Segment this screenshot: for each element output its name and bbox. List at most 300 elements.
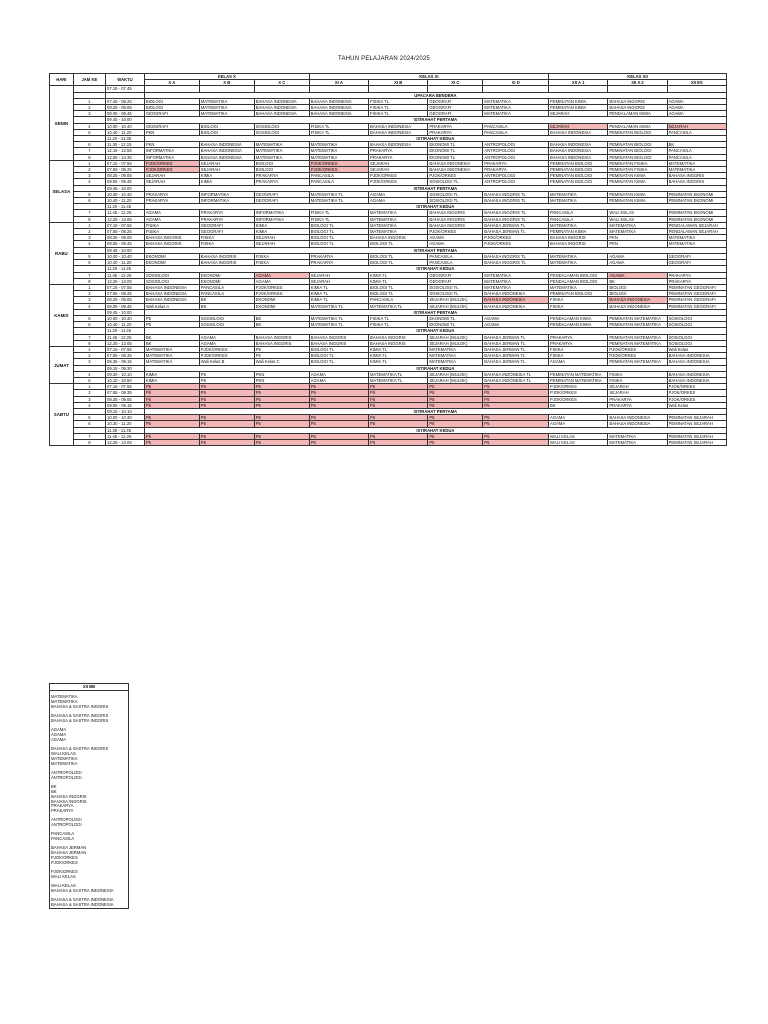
- subject-cell: ANTROPOLOGI: [483, 173, 549, 179]
- subject-cell: FISIKA: [254, 260, 309, 266]
- subject-cell: MATEMATIKA: [428, 359, 483, 365]
- subject-cell: SOSIOLOGI: [144, 272, 199, 278]
- subject-cell: PEMINATAN FISIKA: [608, 167, 667, 173]
- subject-cell: ANTROPOLOGI: [483, 179, 549, 185]
- subject-cell: KIMIA TL: [309, 284, 368, 290]
- subject-cell: FISIKA TL: [369, 98, 428, 104]
- subject-cell: BIOLOGI TL: [309, 229, 368, 235]
- subject-cell: MATEMATIKA: [483, 278, 549, 284]
- waktu-cell: 10.00 - 10.40: [106, 253, 145, 259]
- subject-cell: P5: [428, 384, 483, 390]
- subject-cell: GEOGRAFI: [428, 105, 483, 111]
- jam-cell: 2: [73, 229, 105, 235]
- subject-cell: FISIKA: [199, 235, 254, 241]
- jam-cell: 4: [73, 402, 105, 408]
- subject-cell: P5: [254, 390, 309, 396]
- list-item: MATEMATIKA: [50, 762, 129, 767]
- subject-cell: BAHASA INDONESIA: [483, 291, 549, 297]
- subject-cell: BAHASA INDONESIA: [369, 142, 428, 148]
- subject-cell: EKONOMI TL: [428, 148, 483, 154]
- subject-cell: BAHASA INGGRIS TL: [483, 198, 549, 204]
- subject-cell: BAHASA INGGRIS: [428, 216, 483, 222]
- subject-cell: ANTROPOLOGI: [483, 142, 549, 148]
- subject-cell: MATEMATIKA: [144, 346, 199, 352]
- subject-cell: PEMINATAN BIOLOGI: [549, 179, 608, 185]
- jam-cell: 7: [73, 210, 105, 216]
- subject-cell: GEOGRAFI: [254, 198, 309, 204]
- subject-cell: P5: [483, 421, 549, 427]
- subject-cell: PEMINATAN BIOLOGI: [549, 160, 608, 166]
- page-title: TAHUN PELAJARAN 2024/2025: [338, 56, 430, 62]
- subject-cell: MATEMATIKA: [254, 148, 309, 154]
- schedule-row: [50, 334, 727, 340]
- subject-cell: MATEMATIKA: [549, 253, 608, 259]
- list-item: BAHASA & SASTRA INGGRIS: [50, 705, 129, 710]
- subject-cell: PENDALAMAN KIMIA: [549, 315, 608, 321]
- header-class: XI C: [428, 80, 483, 86]
- jam-cell: 5: [73, 315, 105, 321]
- jam-cell: 1: [73, 284, 105, 290]
- subject-cell: PEMINATAN MATEMATIKA: [608, 359, 667, 365]
- subject-cell: BAHASA INDONESIA: [608, 297, 667, 303]
- list-item: BAHASA & SASTRA INDONESIA: [50, 898, 129, 903]
- subject-cell: EKONOMI: [199, 272, 254, 278]
- subject-cell: P5: [199, 371, 254, 377]
- waktu-cell: 08.25 - 09.05: [106, 235, 145, 241]
- subject-cell: FISIKA: [144, 229, 199, 235]
- subject-cell: AGAMA: [199, 340, 254, 346]
- subject-cell: PEMINATAN EKONOMI: [667, 191, 726, 197]
- jam-cell: 1: [73, 98, 105, 104]
- subject-cell: BAHASA JERMAN TL: [483, 353, 549, 359]
- schedule-row: [50, 123, 727, 129]
- subject-cell: AGAMA: [483, 322, 549, 328]
- subject-cell: P5: [144, 322, 199, 328]
- subject-cell: BIOLOGI TL: [369, 260, 428, 266]
- subject-cell: BAHASA INDONESIA: [428, 160, 483, 166]
- subject-cell: BAHASA INDONESIA: [549, 148, 608, 154]
- list-item: BAHASA JERMAN: [50, 846, 129, 851]
- jam-cell: 2: [73, 291, 105, 297]
- subject-cell: GEOGRAFI: [428, 98, 483, 104]
- subject-cell: AGAMA: [254, 272, 309, 278]
- subject-cell: INFORMATIKA: [254, 216, 309, 222]
- subject-cell: P5: [309, 390, 368, 396]
- schedule-row: [50, 148, 727, 154]
- jam-cell: 2: [73, 167, 105, 173]
- list-item: ANTROPOLOGI: [50, 776, 129, 781]
- subject-cell: PJOK/ORKES: [549, 396, 608, 402]
- waktu-cell: 09.45 - 10.00: [106, 247, 145, 253]
- subject-cell: P5: [199, 390, 254, 396]
- subject-cell: SOSIOLOGI: [199, 322, 254, 328]
- subject-cell: AGAMA: [483, 315, 549, 321]
- subject-cell: BAHASA INDONESIA: [549, 129, 608, 135]
- subject-cell: PANCASILA: [667, 148, 726, 154]
- subject-cell: MATEMATIKA TL: [309, 315, 368, 321]
- subject-cell: P5: [144, 439, 199, 445]
- subject-cell: EKONOMI: [254, 297, 309, 303]
- subject-cell: BAHASA JERMAN TL: [483, 359, 549, 365]
- subject-cell: MATEMATIKA: [369, 216, 428, 222]
- subject-cell: GEOGRAFI: [428, 272, 483, 278]
- jam-cell: 5: [73, 129, 105, 135]
- subject-cell: PRAKARYA: [369, 154, 428, 160]
- subject-cell: P5: [369, 396, 428, 402]
- list-item: ANTROPOLOGI: [50, 823, 129, 828]
- subject-cell: AGAMA: [309, 371, 368, 377]
- subject-cell: AGAMA: [309, 377, 368, 383]
- subject-cell: MATEMATIKA: [667, 241, 726, 247]
- subject-cell: MATEMATIKA: [549, 198, 608, 204]
- jam-cell: 1: [73, 160, 105, 166]
- subject-cell: BAHASA INGGRIS TL: [483, 216, 549, 222]
- schedule-row: [50, 229, 727, 235]
- subject-cell: PJOK/ORKES: [199, 346, 254, 352]
- subject-cell: BAHASA INDONESIA: [144, 291, 199, 297]
- subject-cell: SEJARAH (MULOK): [428, 303, 483, 309]
- subject-cell: P5: [428, 439, 483, 445]
- jam-cell: 6: [73, 260, 105, 266]
- subject-cell: PRAKARYA: [549, 340, 608, 346]
- subject-cell: AGAMA: [428, 241, 483, 247]
- subject-cell: PJOK/ORKES: [608, 353, 667, 359]
- subject-cell: AGAMA: [667, 105, 726, 111]
- subject-cell: PJOK/ORKES: [549, 390, 608, 396]
- subject-cell: PEMINATAN BIOLOGI: [608, 148, 667, 154]
- subject-cell: P5: [199, 415, 254, 421]
- subject-cell: PANCASILA: [549, 216, 608, 222]
- schedule-row: [50, 303, 727, 309]
- waktu-cell: 10.00 - 10.40: [106, 123, 145, 129]
- schedule-row: [50, 222, 727, 228]
- subject-cell: SOSIOLOGI: [199, 315, 254, 321]
- subject-cell: PJOK/ORKES: [667, 396, 726, 402]
- subject-cell: BAHASA INGGRIS: [549, 235, 608, 241]
- subject-cell: SEJARAH: [199, 160, 254, 166]
- schedule-row: [50, 291, 727, 297]
- subject-cell: KIMIA TL: [369, 359, 428, 365]
- subject-cell: P5: [199, 439, 254, 445]
- subject-cell: AGAMA: [667, 98, 726, 104]
- break-label: ISTIRAHAT PERTAMA: [144, 247, 726, 253]
- subject-cell: EKONOMI: [144, 260, 199, 266]
- subject-cell: BAHASA INDONESIA: [667, 353, 726, 359]
- subject-cell: BAHASA INDONESIA: [608, 303, 667, 309]
- subject-cell: BAHASA INDONESIA: [608, 421, 667, 427]
- subject-cell: P5: [369, 384, 428, 390]
- schedule-row: [50, 111, 727, 117]
- waktu-cell: 09.45 - 10.00: [106, 309, 145, 315]
- subject-cell: AGAMA: [667, 111, 726, 117]
- subject-cell: KIMIA: [199, 173, 254, 179]
- subject-cell: SEJARAH: [369, 167, 428, 173]
- waktu-cell: 07.45 - 08.25: [106, 98, 145, 104]
- subject-cell: PRAKARYA: [309, 260, 368, 266]
- jam-cell: 7: [73, 433, 105, 439]
- subject-cell: EKONOMI TL: [428, 142, 483, 148]
- subject-cell: SOSIOLOGI TL: [428, 284, 483, 290]
- list-item: WALI KELAS: [50, 875, 129, 880]
- header-class: XII A 1: [549, 80, 608, 86]
- subject-cell: MATEMATIKA: [608, 433, 667, 439]
- subject-cell: FISIKA: [144, 222, 199, 228]
- subject-cell: P5: [369, 433, 428, 439]
- subject-cell: MATEMATIKA: [483, 111, 549, 117]
- subject-cell: BIOLOGI TL: [309, 346, 368, 352]
- subject-cell: MATEMATIKA: [667, 167, 726, 173]
- subject-cell: PEMINATAN MATEMATIKA: [549, 371, 608, 377]
- jam-cell: 4: [73, 179, 105, 185]
- subject-cell: KIMIA: [254, 222, 309, 228]
- subject-cell: P5: [369, 415, 428, 421]
- subject-cell: FISIKA TL: [309, 123, 368, 129]
- waktu-cell: 10.00 - 10.40: [106, 315, 145, 321]
- list-item: MATEMATIKA: [50, 757, 129, 762]
- subject-cell: MATEMATIKA: [369, 229, 428, 235]
- list-item: WALI KELAS: [50, 884, 129, 889]
- subject-cell: PJOK/ORKES: [309, 160, 368, 166]
- schedule-row: [50, 179, 727, 185]
- waktu-cell: 11.45 - 12.25: [106, 433, 145, 439]
- subject-cell: BK: [608, 278, 667, 284]
- waktu-cell: 11.20 - 11.45: [106, 266, 145, 272]
- schedule-row: [50, 98, 727, 104]
- subject-cell: MATEMATIKA: [428, 353, 483, 359]
- subject-cell: P5: [144, 402, 199, 408]
- subject-cell: BIOLOGI TL: [309, 235, 368, 241]
- list-item: BAHASA & SASTRA INGGRIS: [50, 719, 129, 724]
- subject-cell: PRAKARYA: [428, 123, 483, 129]
- subject-cell: BIOLOGI: [254, 160, 309, 166]
- break-label: UPACARA BENDERA: [144, 92, 726, 98]
- subject-cell: P5: [428, 433, 483, 439]
- jam-cell: 3: [73, 359, 105, 365]
- subject-cell: BK: [144, 340, 199, 346]
- list-item: BAHASA INGGRIS: [50, 800, 129, 805]
- jam-cell: 6: [73, 322, 105, 328]
- subject-cell: BAHASA JERMAN TL: [483, 340, 549, 346]
- header-hari: HARI: [50, 74, 74, 86]
- schedule-row: [50, 284, 727, 290]
- jam-cell: 2: [73, 390, 105, 396]
- subject-cell: PJOK/ORKES: [483, 241, 549, 247]
- subject-cell: SEJARAH: [667, 123, 726, 129]
- waktu-cell: 09.05 - 09.45: [106, 241, 145, 247]
- subject-cell: MATEMATIKA: [667, 160, 726, 166]
- header-jam-ke: JAM KE: [73, 74, 105, 86]
- subject-cell: P5: [309, 384, 368, 390]
- jam-cell: 7: [73, 334, 105, 340]
- header-waktu: WAKTU: [106, 74, 145, 86]
- subject-cell: SEJARAH: [199, 167, 254, 173]
- subject-cell: P5: [309, 439, 368, 445]
- list-item: WALI KELAS: [50, 752, 129, 757]
- subject-cell: P5: [483, 402, 549, 408]
- subject-cell: SOSIOLOGI: [144, 278, 199, 284]
- subject-cell: PRAKARYA: [483, 167, 549, 173]
- subject-cell: INFORMATIKA: [199, 191, 254, 197]
- subject-cell: PANCASILA: [369, 297, 428, 303]
- subject-cell: PEMINATAN FISIKA: [608, 160, 667, 166]
- subject-cell: PEMINATAN GEOGRAFI: [667, 297, 726, 303]
- waktu-cell: 08.25 - 09.05: [106, 105, 145, 111]
- subject-cell: Wali Kelas C: [254, 359, 309, 365]
- list-item: AGAMA: [50, 738, 129, 743]
- subject-cell: BAHASA INDONESIA: [199, 142, 254, 148]
- subject-cell: MATEMATIKA TL: [309, 191, 368, 197]
- subject-cell: SEJARAH: [254, 241, 309, 247]
- subject-cell: PJOK/ORKES: [254, 291, 309, 297]
- subject-cell: BAHASA INDONESIA: [667, 359, 726, 365]
- subject-cell: BAHASA INGGRIS: [549, 241, 608, 247]
- schedule-row: [50, 216, 727, 222]
- subject-cell: SEJARAH: [369, 160, 428, 166]
- jam-cell: 4: [73, 123, 105, 129]
- subject-cell: PJOK/ORKES: [428, 229, 483, 235]
- subject-cell: P5: [254, 421, 309, 427]
- subject-cell: P5: [144, 384, 199, 390]
- subject-cell: BIOLOGI: [199, 123, 254, 129]
- subject-cell: BK: [254, 322, 309, 328]
- subject-cell: PEMINATAN KIMIA: [549, 229, 608, 235]
- jam-cell: 3: [73, 173, 105, 179]
- jam-cell: 8: [73, 439, 105, 445]
- subject-cell: P5: [144, 415, 199, 421]
- subject-cell: MATEMATIKA: [199, 111, 254, 117]
- subject-cell: BIOLOGI: [608, 291, 667, 297]
- waktu-cell: 08.35 - 09.05: [106, 396, 145, 402]
- subject-cell: BAHASA INDONESIA: [144, 284, 199, 290]
- subject-cell: PENDALAMAN KIMIA: [608, 111, 667, 117]
- subject-cell: KIMIA: [144, 371, 199, 377]
- waktu-cell: 07.55 - 08.35: [106, 390, 145, 396]
- schedule-row: [50, 340, 727, 346]
- list-item: BAHASA & SASTRA INGGRIS: [50, 714, 129, 719]
- subject-cell: PJOK/ORKES: [144, 160, 199, 166]
- subject-cell: BK: [667, 142, 726, 148]
- subject-cell: FISIKA: [608, 377, 667, 383]
- subject-cell: P5: [369, 402, 428, 408]
- subject-cell: AGAMA: [369, 198, 428, 204]
- waktu-cell: 09.05 - 09.45: [106, 179, 145, 185]
- jam-cell: 7: [73, 148, 105, 154]
- subject-cell: P5: [483, 433, 549, 439]
- subject-cell: P5: [483, 384, 549, 390]
- subject-cell: FISIKA TL: [369, 322, 428, 328]
- subject-cell: GEOGRAFI: [144, 111, 199, 117]
- subject-cell: BIOLOGI: [144, 98, 199, 104]
- subject-cell: PKN: [254, 377, 309, 383]
- subject-cell: BAHASA INGGRIS: [199, 253, 254, 259]
- jam-cell: 3: [73, 235, 105, 241]
- subject-cell: P5: [199, 421, 254, 427]
- subject-cell: MATEMATIKA: [549, 191, 608, 197]
- subject-cell: KIMIA TL: [369, 346, 428, 352]
- subject-cell: AGAMA: [369, 191, 428, 197]
- waktu-cell: 07.15 - 07.55: [106, 222, 145, 228]
- subject-cell: BAHASA INDONESIA: [254, 105, 309, 111]
- subject-cell: FISIKA TL: [369, 105, 428, 111]
- subject-cell: SOSIOLOGI: [254, 123, 309, 129]
- subject-cell: BIOLOGI TL: [309, 222, 368, 228]
- subject-cell: AGAMA: [608, 260, 667, 266]
- waktu-cell: 11.45 - 12.25: [106, 210, 145, 216]
- subject-cell: FISIKA: [199, 241, 254, 247]
- subject-cell: BIOLOGI TL: [309, 241, 368, 247]
- subject-cell: PENDALAMAN SEJARAH: [667, 229, 726, 235]
- subject-cell: SEJARAH (MULOK): [428, 334, 483, 340]
- day-label: JUMAT: [50, 346, 74, 383]
- subject-cell: BAHASA INGGRIS TL: [483, 191, 549, 197]
- subject-cell: GEOGRAFI: [254, 191, 309, 197]
- subject-cell: INFORMATIKA: [199, 198, 254, 204]
- subject-cell: PRAKARYA: [428, 129, 483, 135]
- subject-cell: PRAKARYA: [667, 272, 726, 278]
- day-label: RABU: [50, 222, 74, 284]
- subject-cell: FISIKA TL: [309, 216, 368, 222]
- subject-cell: PRAKARYA: [254, 179, 309, 185]
- waktu-cell: 10.00 - 10.40: [106, 191, 145, 197]
- subject-cell: MATEMATIKA: [254, 154, 309, 160]
- subject-cell: MATEMATIKA: [309, 148, 368, 154]
- subject-cell: Wali Kelas: [667, 346, 726, 352]
- subject-cell: PKN: [608, 241, 667, 247]
- subject-cell: PRAKARYA: [144, 198, 199, 204]
- schedule-row: [50, 439, 727, 445]
- subject-cell: PANCASILA: [428, 260, 483, 266]
- subject-cell: MATEMATIKA: [608, 439, 667, 445]
- subject-cell: MATEMATIKA TL: [309, 198, 368, 204]
- subject-cell: PJOK/ORKES: [608, 346, 667, 352]
- header-class: XI A: [309, 80, 368, 86]
- subject-cell: PEMINATAN MATEMATIKA: [608, 315, 667, 321]
- subject-cell: BIOLOGI: [144, 105, 199, 111]
- subject-cell: AGAMA: [608, 253, 667, 259]
- subject-cell: BAHASA INGGRIS: [369, 235, 428, 241]
- subject-cell: PKN: [144, 129, 199, 135]
- waktu-cell: 11.45 - 12.25: [106, 272, 145, 278]
- subject-cell: PANCASILA: [667, 129, 726, 135]
- subject-cell: PKN: [144, 142, 199, 148]
- schedule-row: [50, 105, 727, 111]
- subject-cell: SOSIOLOGI TL: [428, 191, 483, 197]
- subject-cell: P5: [369, 390, 428, 396]
- subject-cell: GEOGRAFI: [428, 111, 483, 117]
- subject-cell: PANCASILA: [483, 129, 549, 135]
- list-item: PANCASILA: [50, 832, 129, 837]
- list-item: AGAMA: [50, 728, 129, 733]
- subject-cell: PEMINATAN BIOLOGI: [608, 154, 667, 160]
- subject-cell: P5: [483, 390, 549, 396]
- subject-cell: PJOK/ORKES: [309, 167, 368, 173]
- list-item: BAHASA & SASTRA INGGRIS: [50, 747, 129, 752]
- subject-cell: KIMIA: [254, 229, 309, 235]
- subject-cell: Wali Kelas: [667, 402, 726, 408]
- waktu-cell: 10.30 - 11.20: [106, 421, 145, 427]
- list-item: BAHASA & SASTRA INDONESIA: [50, 903, 129, 908]
- jam-cell: 4: [73, 371, 105, 377]
- subject-cell: PEMINATAN MATEMATIKA: [608, 340, 667, 346]
- subject-cell: P5: [144, 421, 199, 427]
- jam-cell: 4: [73, 241, 105, 247]
- jam-cell: 5: [73, 377, 105, 383]
- subject-cell: BAHASA INDONESIA: [199, 154, 254, 160]
- subject-cell: SEJARAH: [549, 123, 608, 129]
- subject-cell: ANTROPOLOGI: [483, 154, 549, 160]
- waktu-cell: 07.55 - 08.35: [106, 353, 145, 359]
- jam-cell: 6: [73, 142, 105, 148]
